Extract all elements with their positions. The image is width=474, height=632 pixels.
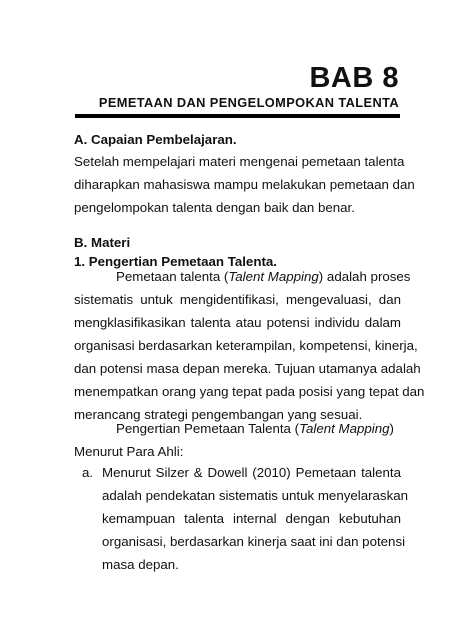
text-suffix: ) adalah proses <box>318 269 411 284</box>
text-prefix: Pengertian Pemetaan Talenta ( <box>116 421 300 436</box>
subsection-1-heading: 1. Pengertian Pemetaan Talenta. <box>74 254 277 269</box>
paragraph-line: sistematis untuk mengidentifikasi, mengevaluasi, dan <box>74 292 401 307</box>
paragraph-line: diharapkan mahasiswa mampu melakukan pemetaan dan <box>74 177 415 192</box>
paragraph-first-line <box>74 417 401 440</box>
list-item-a <box>102 461 409 576</box>
paragraph-line: organisasi berdasarkan keterampilan, kompetensi, kinerja, <box>74 338 418 353</box>
chapter-title: PEMETAAN DAN PENGELOMPOKAN TALENTA <box>98 95 399 110</box>
italic-term: Talent Mapping <box>299 421 390 436</box>
paragraph-line: mengklasifikasikan talenta atau potensi individu dalam <box>74 315 401 330</box>
list-item-line: Menurut Silzer & Dowell (2010) Pemetaan talenta <box>102 465 401 480</box>
italic-term: Talent Mapping <box>228 269 319 284</box>
text-suffix: ) <box>389 421 394 436</box>
chapter-label: BAB 8 <box>309 62 399 94</box>
list-item-line: masa depan. <box>102 557 179 572</box>
list-item-line: adalah pendekatan sistematis untuk menyelaraskan <box>102 488 409 503</box>
paragraph-line: dan potensi masa depan mereka. Tujuan utamanya adalah <box>74 361 421 376</box>
paragraph-line: Menurut Para Ahli: <box>74 444 184 459</box>
list-item-line: kemampuan talenta internal dengan kebutuhan <box>102 511 401 526</box>
list-marker: a. <box>82 465 94 480</box>
text-prefix: Pemetaan talenta ( <box>116 269 229 284</box>
section-b-heading: B. Materi <box>74 235 131 250</box>
paragraph-talent-mapping-definition <box>74 265 425 426</box>
paragraph-line: menempatkan orang yang tepat pada posisi yang tepat dan <box>74 384 425 399</box>
section-a-paragraph <box>74 150 415 219</box>
paragraph-expert-definitions-intro <box>74 417 401 463</box>
paragraph-line: pengelompokan talenta dengan baik dan benar. <box>74 200 355 215</box>
chapter-divider <box>75 114 400 118</box>
paragraph-first-line <box>74 265 411 288</box>
paragraph-line: Setelah mempelajari materi mengenai pemetaan talenta <box>74 154 405 169</box>
section-a-heading: A. Capaian Pembelajaran. <box>74 132 237 147</box>
list-item-line: organisasi, berdasarkan kinerja saat ini dan potensi <box>102 534 406 549</box>
paragraph-line: merancang strategi pengembangan yang sesuai. <box>74 407 363 422</box>
